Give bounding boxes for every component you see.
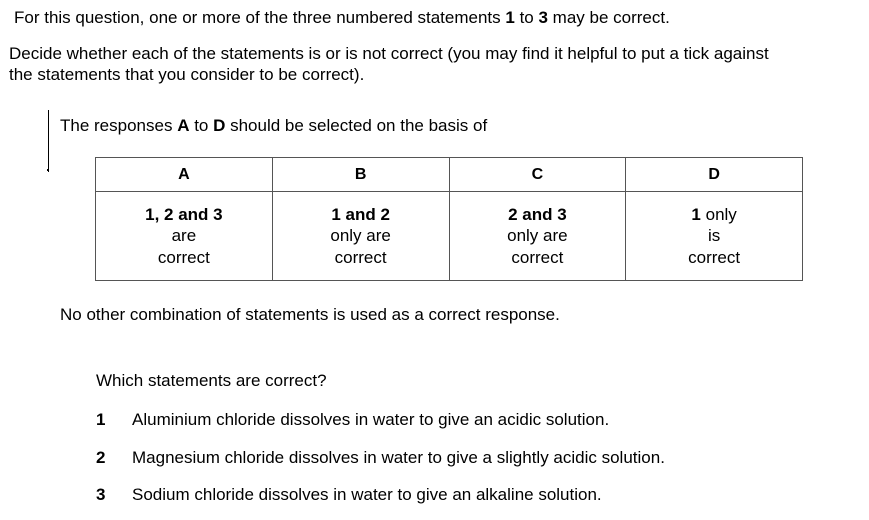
instructions-line-2b: the statements that you consider to be correct). (9, 65, 365, 84)
statement-2-text: Magnesium chloride dissolves in water to give a slightly acidic solution. (132, 448, 665, 467)
statement-range-start: 1 (505, 8, 515, 27)
key-header-a: A (96, 158, 273, 192)
key-cell-c (449, 192, 626, 281)
no-other-combination-note: No other combination of statements is used as a correct response. (60, 305, 560, 324)
statement-1-text: Aluminium chloride dissolves in water to give an acidic solution. (132, 410, 610, 429)
key-cell-d-only: only (700, 204, 737, 224)
key-header-d: D (626, 158, 803, 192)
response-key-table (95, 157, 803, 281)
instructions-line-2a: Decide whether each of the statements is or is not correct (you may find it helpful to put a tick against (9, 44, 769, 63)
key-cell-d-line2: is (707, 226, 721, 246)
key-cell-b (272, 192, 449, 281)
key-cell-c-line3: correct (511, 247, 564, 267)
key-header-row (96, 158, 803, 192)
key-cell-d-line1 (626, 204, 802, 226)
instructions-suffix: may be correct. (547, 8, 670, 27)
key-cell-c-statements: 2 and 3 (508, 204, 567, 224)
statement-2-number: 2 (96, 448, 106, 467)
responses-mid: to (189, 116, 214, 135)
key-body-row (96, 192, 803, 281)
key-cell-a-line2: are (171, 226, 197, 246)
instructions-line-1 (14, 8, 670, 28)
key-cell-a (96, 192, 273, 281)
key-cell-d-statements: 1 (691, 204, 701, 224)
key-header-c: C (449, 158, 626, 192)
responses-intro (60, 116, 487, 136)
key-cell-b-line2: only are (330, 226, 391, 246)
key-header-b: B (272, 158, 449, 192)
instructions-prefix: For this question, one or more of the three numbered statements (14, 8, 506, 27)
responses-suffix: should be selected on the basis of (225, 116, 488, 135)
responses-a: A (177, 116, 190, 135)
statement-range-end: 3 (538, 8, 548, 27)
instructions-paragraph (9, 43, 864, 85)
responses-d: D (213, 116, 226, 135)
question-prompt: Which statements are correct? (96, 371, 327, 390)
responses-prefix: The responses (60, 116, 178, 135)
margin-rule (48, 110, 49, 172)
key-cell-a-statements: 1, 2 and 3 (145, 204, 223, 224)
key-cell-b-line3: correct (334, 247, 387, 267)
statement-3-text: Sodium chloride dissolves in water to give an alkaline solution. (132, 485, 602, 504)
instructions-mid: to (514, 8, 539, 27)
key-cell-b-statements: 1 and 2 (331, 204, 390, 224)
key-cell-a-line3: correct (157, 247, 210, 267)
statement-1-number: 1 (96, 410, 106, 429)
key-cell-d (626, 192, 803, 281)
statement-3-number: 3 (96, 485, 106, 504)
key-cell-c-line2: only are (507, 226, 568, 246)
key-cell-d-line3: correct (688, 247, 741, 267)
margin-rule-dot (47, 169, 49, 171)
